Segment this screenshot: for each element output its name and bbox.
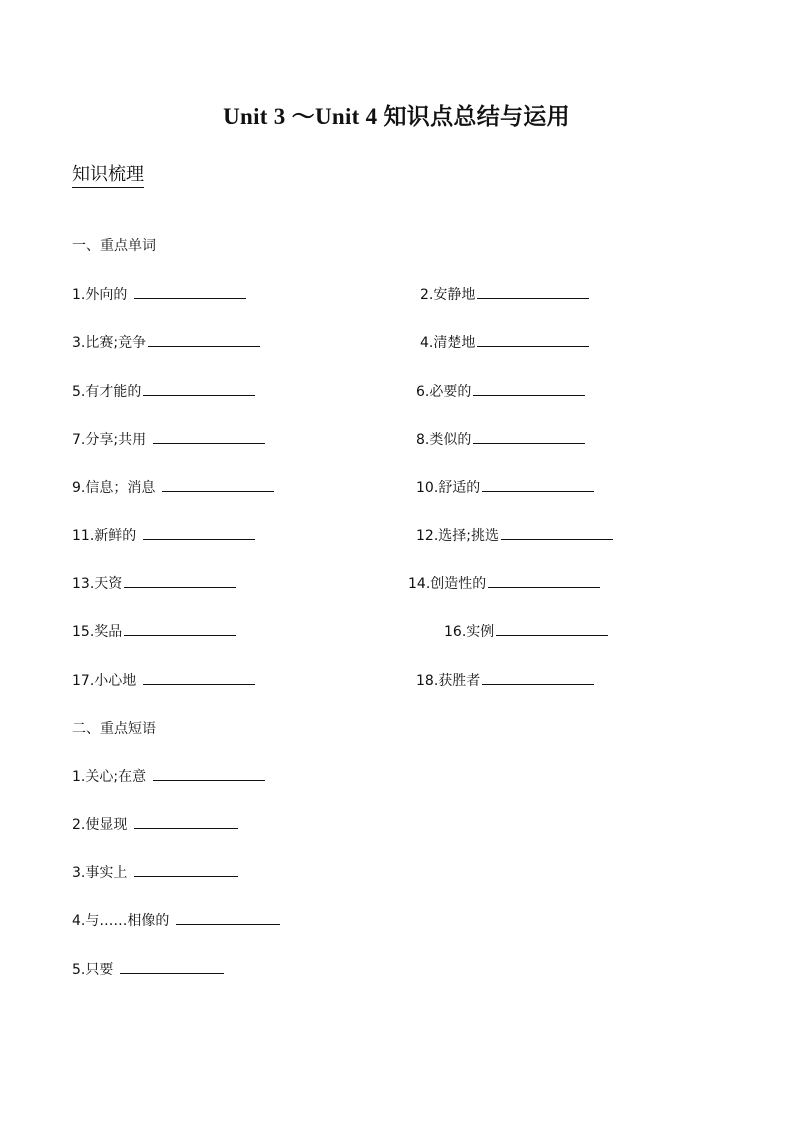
- word-item-18: [416, 672, 594, 690]
- answer-blank[interactable]: [496, 634, 608, 636]
- word-item-2: [420, 286, 589, 304]
- phrase-item-4: [72, 912, 280, 930]
- phrase-item-3: [72, 864, 238, 882]
- word-label: 2.安静地: [420, 287, 476, 303]
- word-item-15: [72, 623, 236, 641]
- phrase-label: 1.关心;在意: [72, 769, 151, 785]
- word-item-17: [72, 672, 255, 690]
- word-item-14: [408, 575, 600, 593]
- section-subtitle: 知识梳理: [72, 164, 144, 188]
- word-label: 8.类似的: [416, 432, 472, 448]
- word-label: 15.奖品: [72, 624, 123, 640]
- answer-blank[interactable]: [501, 538, 613, 540]
- answer-blank[interactable]: [124, 634, 236, 636]
- answer-blank[interactable]: [143, 394, 255, 396]
- word-label: 1.外向的: [72, 287, 132, 303]
- word-label: 17.小心地: [72, 673, 141, 689]
- word-item-12: [416, 527, 613, 545]
- word-item-9: [72, 479, 274, 497]
- answer-blank[interactable]: [482, 683, 594, 685]
- section-heading-words: 一、重点单词: [72, 238, 156, 254]
- phrase-label: 3.事实上: [72, 865, 132, 881]
- word-label: 9.信息；消息: [72, 480, 160, 496]
- answer-blank[interactable]: [473, 442, 585, 444]
- answer-blank[interactable]: [120, 972, 224, 974]
- answer-blank[interactable]: [477, 345, 589, 347]
- phrase-item-1: [72, 768, 265, 786]
- word-item-1: [72, 286, 246, 304]
- answer-blank[interactable]: [162, 490, 274, 492]
- answer-blank[interactable]: [143, 538, 255, 540]
- word-label: 18.获胜者: [416, 673, 481, 689]
- answer-blank[interactable]: [488, 586, 600, 588]
- answer-blank[interactable]: [134, 297, 246, 299]
- word-item-8: [416, 431, 585, 449]
- word-label: 7.分享;共用: [72, 432, 151, 448]
- answer-blank[interactable]: [143, 683, 255, 685]
- answer-blank[interactable]: [124, 586, 236, 588]
- answer-blank[interactable]: [148, 345, 260, 347]
- answer-blank[interactable]: [482, 490, 594, 492]
- answer-blank[interactable]: [153, 779, 265, 781]
- section-heading-phrases: 二、重点短语: [72, 721, 156, 737]
- word-label: 3.比赛;竞争: [72, 335, 147, 351]
- word-item-11: [72, 527, 255, 545]
- phrase-label: 4.与……相像的: [72, 913, 174, 929]
- phrase-label: 5.只要: [72, 962, 118, 978]
- word-label: 4.清楚地: [420, 335, 476, 351]
- page-title: Unit 3 ～Unit 4 知识点总结与运用: [223, 104, 570, 129]
- phrase-label: 2.使显现: [72, 817, 132, 833]
- word-label: 13.天资: [72, 576, 123, 592]
- word-label: 12.选择;挑选: [416, 528, 499, 544]
- word-item-3: [72, 334, 260, 352]
- word-label: 16.实例: [444, 624, 495, 640]
- word-label: 14.创造性的: [408, 576, 487, 592]
- phrase-item-5: [72, 961, 224, 979]
- answer-blank[interactable]: [153, 442, 265, 444]
- word-item-6: [416, 383, 585, 401]
- answer-blank[interactable]: [477, 297, 589, 299]
- word-label: 11.新鲜的: [72, 528, 141, 544]
- answer-blank[interactable]: [473, 394, 585, 396]
- word-item-7: [72, 431, 265, 449]
- word-label: 5.有才能的: [72, 384, 142, 400]
- word-label: 10.舒适的: [416, 480, 481, 496]
- word-label: 6.必要的: [416, 384, 472, 400]
- phrase-item-2: [72, 816, 238, 834]
- word-item-16: [444, 623, 608, 641]
- word-item-13: [72, 575, 236, 593]
- word-item-10: [416, 479, 594, 497]
- answer-blank[interactable]: [176, 923, 280, 925]
- word-item-4: [420, 334, 589, 352]
- word-item-5: [72, 383, 255, 401]
- answer-blank[interactable]: [134, 827, 238, 829]
- answer-blank[interactable]: [134, 875, 238, 877]
